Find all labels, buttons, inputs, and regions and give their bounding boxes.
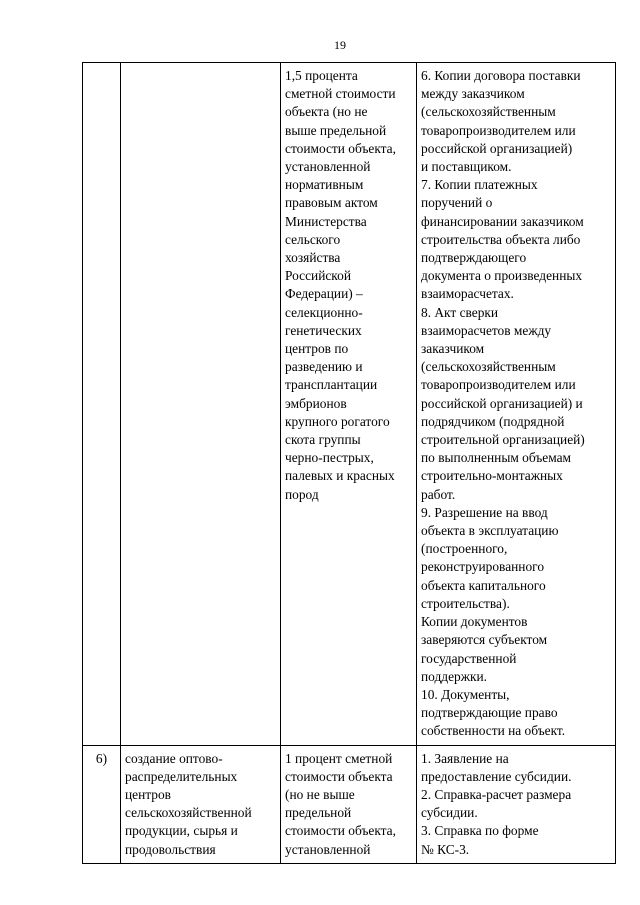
cell-text-line: нормативным: [285, 177, 364, 193]
cell-text-line: объекта (но не: [285, 104, 368, 120]
cell-text-line: крупного рогатого: [285, 413, 390, 429]
cell-text-line: (построенного,: [421, 541, 508, 557]
cell-text-line: 9. Разрешение на ввод: [421, 504, 548, 520]
cell-text-line: пород: [285, 486, 319, 502]
cell-text-line: объекта в эксплуатацию: [421, 523, 559, 539]
cell-text-line: трансплантации: [285, 377, 378, 393]
cell-text-line: работ.: [421, 486, 456, 502]
cell-text-line: 1 процент сметной: [285, 750, 393, 766]
cell-text-line: разведению и: [285, 359, 363, 375]
cell-text-line: субсидии.: [421, 805, 478, 821]
cell-text-line: строительства объекта либо: [421, 231, 581, 247]
cell-text-line: сельского: [285, 231, 341, 247]
cell-text-line: (сельскохозяйственным: [421, 359, 556, 375]
cell-text-line: сельскохозяйственной: [125, 805, 252, 821]
cell-text-line: выше предельной: [285, 122, 387, 138]
documents-cell: [417, 745, 616, 863]
cell-text-line: 8. Акт сверки: [421, 304, 499, 320]
cell-text-line: строительства).: [421, 595, 510, 611]
cell-text-line: Копии документов: [421, 614, 528, 630]
cell-text-line: эмбрионов: [285, 395, 347, 411]
cell-text-line: 2. Справка-расчет размера: [421, 786, 572, 802]
cell-text-line: российской организацией): [421, 140, 573, 156]
cell-text-line: установленной: [285, 841, 371, 857]
cell-text-line: установленной: [285, 159, 371, 175]
cell-text-line: центров по: [285, 341, 349, 357]
cell-text-line: 1,5 процента: [285, 68, 358, 83]
cell-text-line: строительно-монтажных: [421, 468, 563, 484]
cell-text-line: товаропроизводителем или: [421, 377, 576, 393]
cell-text-line: предоставление субсидии.: [421, 768, 572, 784]
cell-text-line: подтверждающие право: [421, 705, 558, 721]
cell-text-line: стоимости объекта,: [285, 140, 396, 156]
cell-text-line: по выполненным объемам: [421, 450, 571, 466]
cell-text-line: российской организацией) и: [421, 395, 583, 411]
cell-text-line: объекта капитального: [421, 577, 546, 593]
cell-text-line: заказчиком: [421, 341, 485, 357]
cell-text-line: продовольствия: [125, 841, 216, 857]
cell-text-line: Министерства: [285, 213, 367, 229]
cell-text-line: Российской: [285, 268, 351, 284]
cell-text-line: стоимости объекта: [285, 768, 393, 784]
cell-text-line: центров: [125, 786, 172, 802]
cell-text-line: товаропроизводителем или: [421, 122, 576, 138]
cell-text-line: 1. Заявление на: [421, 750, 509, 766]
cell-text-line: 6. Копии договора поставки: [421, 68, 581, 83]
cell-text-line: правовым актом: [285, 195, 378, 211]
rate-cell: [281, 745, 417, 863]
cell-text-line: государственной: [421, 650, 517, 666]
cell-text-line: между заказчиком: [421, 86, 525, 102]
table-body: [83, 63, 616, 864]
cell-text-line: реконструированного: [421, 559, 545, 575]
page-number: 19: [334, 38, 346, 52]
row-number-cell: [83, 63, 121, 746]
cell-text-line: № КС-3.: [421, 841, 470, 857]
row-number: 6): [95, 750, 108, 766]
cell-text-line: (но не выше: [285, 786, 355, 802]
cell-text-line: создание оптово-: [125, 750, 223, 766]
cell-text-line: 7. Копии платежных: [421, 177, 538, 193]
cell-text-line: (сельскохозяйственным: [421, 104, 556, 120]
cell-text-line: поручений о: [421, 195, 493, 211]
cell-text-line: продукции, сырья и: [125, 823, 238, 839]
cell-text-line: хозяйства: [285, 250, 341, 266]
subsidy-table: [82, 62, 616, 864]
cell-text-line: строительной организацией): [421, 432, 585, 448]
cell-text-line: взаиморасчетах.: [421, 286, 514, 302]
table-row: [83, 745, 616, 863]
cell-text-line: собственности на объект.: [421, 723, 566, 739]
cell-text-line: подрядчиком (подрядной: [421, 413, 565, 429]
documents-cell: [417, 63, 616, 746]
cell-text-line: палевых и красных: [285, 468, 395, 484]
cell-text-line: генетических: [285, 322, 362, 338]
cell-text-line: Федерации) –: [285, 286, 363, 302]
direction-cell: [121, 63, 281, 746]
cell-text-line: подтверждающего: [421, 250, 527, 266]
cell-text-line: скота группы: [285, 432, 361, 448]
cell-text-line: поддержки.: [421, 668, 488, 684]
cell-text-line: черно-пестрых,: [285, 450, 374, 466]
rate-cell: [281, 63, 417, 746]
cell-text-line: заверяются субъектом: [421, 632, 548, 648]
cell-text-line: взаиморасчетов между: [421, 322, 552, 338]
cell-text-line: 10. Документы,: [421, 686, 510, 702]
cell-text-line: стоимости объекта,: [285, 823, 396, 839]
direction-cell: [121, 745, 281, 863]
cell-text-line: финансировании заказчиком: [421, 213, 584, 229]
cell-text-line: сметной стоимости: [285, 86, 396, 102]
cell-text-line: распределительных: [125, 768, 238, 784]
row-number-cell: [83, 745, 121, 863]
cell-text-line: документа о произведенных: [421, 268, 583, 284]
cell-text-line: 3. Справка по форме: [421, 823, 539, 839]
cell-text-line: селекционно-: [285, 304, 363, 320]
cell-text-line: и поставщиком.: [421, 159, 512, 175]
cell-text-line: предельной: [285, 805, 352, 821]
table-row: [83, 63, 616, 746]
